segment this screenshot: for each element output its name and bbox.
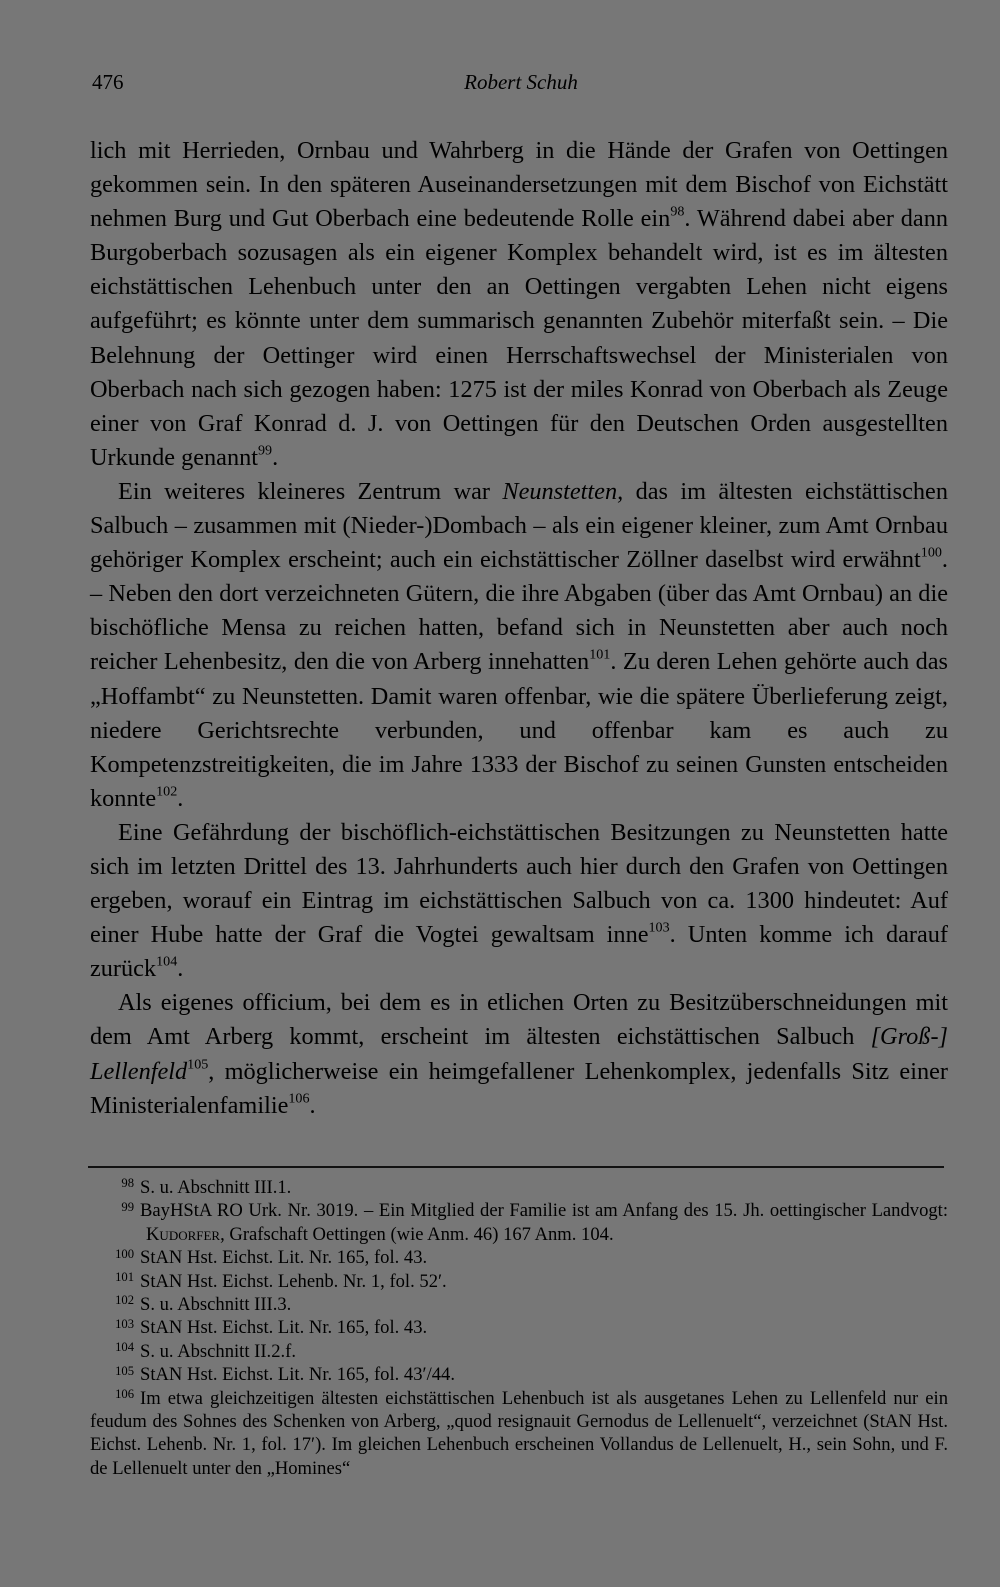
text-run: . Während dabei aber dann Burgoberbach sozusagen als ein eigener Komplex behandelt wird, ist es im ältesten eichstättischen Lehenbuch unter den an Oettingen vergabten Lehen nicht eigens aufgeführt; es könnte unter dem summarisch genannten Zubehör miterfaßt sein. – Die Belehnung der Oettinger wird einen Herrschaftswechsel der Ministerialen von Oberbach nach sich gezogen haben: 1275 ist der miles Konrad von Oberbach als Zeuge einer von Graf Konrad d. J. von Oettingen für den Deutschen Orden ausgestellten Urkunde genannt — [90, 205, 949, 471]
footnote: 105 StAN Hst. Eichst. Lit. Nr. 165, fol. 43′/44. — [115, 1363, 455, 1386]
text-run: S. u. Abschnitt III.1. — [140, 1177, 292, 1198]
paragraph — [90, 816, 948, 986]
text-run: StAN Hst. Eichst. Lit. Nr. 165, fol. 43. — [140, 1317, 428, 1339]
text-run: . — [177, 784, 184, 812]
footnote-reference: 101 — [589, 646, 611, 663]
footnote-reference: 98 — [670, 203, 685, 220]
text-run: das im ältesten eichstättischen Salbuch – zusammen mit (Nieder-)Dombach – als ein eigener kleiner, zum Amt Ornbau gehöriger Komplex erscheint; auch ein eichstättischer Zöllner daselbst wird erwähnt — [90, 477, 948, 574]
text-run: . — [272, 443, 279, 471]
footnote-reference: 104 — [156, 953, 178, 970]
footnote-separator — [88, 1166, 944, 1168]
text-run: S. u. Abschnitt II.2.f. — [140, 1340, 296, 1362]
text-run: , Grafschaft Oettingen (wie Anm. 46) 167 Anm. 104. — [220, 1223, 614, 1245]
text-run: StAN Hst. Eichst. Lit. Nr. 165, fol. 43′/44. — [140, 1364, 455, 1386]
text-run: , möglicherweise ein heimgefallener Lehenkomplex, jedenfalls Sitz einer Ministerialenfamilie — [90, 1057, 948, 1119]
footnote: 100 StAN Hst. Eichst. Lit. Nr. 165, fol. 43. — [115, 1246, 428, 1269]
italic-text: [Groß-] Lellenfeld — [90, 1023, 948, 1085]
footnotes — [90, 1176, 948, 1480]
text-run: Als eigenes officium, bei dem es in etlichen Orten zu Besitzüberschneidungen mit dem Amt Arberg kommt, erscheint im ältesten eichstättischen Salbuch — [90, 989, 948, 1051]
text-run: . — [177, 955, 184, 983]
text-run: Ein weiteres kleineres Zentrum war — [118, 477, 503, 505]
running-head: Robert Schuh — [464, 70, 578, 94]
text-run: lich mit Herrieden, Ornbau und Wahrberg in die Hände der Grafen von Oettingen gekommen sein. In den späteren Auseinandersetzungen mit dem Bischof von Eichstätt nehmen Burg und Gut Oberbach eine bedeutende Rolle ein — [90, 137, 948, 233]
page-number: 476 — [92, 70, 124, 94]
footnote: 101 StAN Hst. Eichst. Lehenb. Nr. 1, fol. 52′. — [115, 1269, 447, 1292]
footnote: 102 S. u. Abschnitt III.3. — [115, 1293, 292, 1316]
footnote: 103 StAN Hst. Eichst. Lit. Nr. 165, fol. 43. — [115, 1316, 428, 1339]
page-header — [92, 70, 950, 106]
footnote-reference: 99 — [258, 442, 273, 459]
text-run: . Zu deren Lehen gehörte auch das „Hoffambt“ zu Neunstetten. Damit waren offenbar, wie die spätere Überlieferung zeigt, niedere Gerichtsrechte verbunden, und offenbar kam es auch zu Kompetenzstreitigkeiten, die im Jahre 1333 der Bischof zu seinen Gunsten entscheiden konnte — [90, 648, 948, 812]
text-run: S. u. Abschnitt III.3. — [140, 1294, 292, 1316]
footnote-reference: 102 — [156, 783, 178, 800]
footnote-reference: 105 — [187, 1055, 209, 1072]
author-name: Kudorfer — [146, 1223, 221, 1245]
text-run: BayHStA RO Urk. Nr. 3019. – Ein Mitglied der Familie ist am Anfang des 15. Jh. oettingischer Landvogt: — [140, 1200, 948, 1222]
footnote-reference: 100 — [920, 544, 942, 561]
body-text — [90, 134, 948, 1123]
text-run: . — [309, 1091, 316, 1119]
footnote: 106 Im etwa gleichzeitigen ältesten eichstättischen Lehenbuch ist als ausgetanes Lehen zu Lellenfeld nur ein feudum des Sohnes des Schenken von Arberg, „quod resignauit Gernodus de Lellenuelt“, verzeichnet (StAN Hst. Eichst. Lehenb. Nr. 1, fol. 17′). Im gleichen Lehenbuch erscheinen Vollandus de Lellenuelt, H., sein Sohn, und F. de Lellenuelt unter den „Homines“ — [90, 1386, 948, 1479]
italic-text: Neunstetten, — [502, 477, 624, 505]
text-run: . Unten komme ich darauf zurück — [90, 921, 948, 983]
paragraph — [90, 475, 948, 816]
footnote: 98 S. u. Abschnitt III.1. — [121, 1176, 292, 1198]
footnote: 99 BayHStA RO Urk. Nr. 3019. – Ein Mitglied der Familie ist am Anfang des 15. Jh. oettingischer Landvogt: Kudorfer, Grafschaft Oettingen (wie Anm. 46) 167 Anm. 104. — [121, 1199, 948, 1245]
paragraph — [90, 986, 948, 1122]
footnote-reference: 103 — [648, 919, 670, 936]
text-run: StAN Hst. Eichst. Lit. Nr. 165, fol. 43. — [140, 1247, 428, 1269]
text-run: Eine Gefährdung der bischöflich-eichstättischen Besitzungen zu Neunstetten hatte sich im letzten Drittel des 13. Jahrhunderts auch hier durch den Grafen von Oettingen ergeben, worauf ein Eintrag im eichstättischen Salbuch von ca. 1300 hindeutet: Auf einer Hube hatte der Graf die Vogtei gewaltsam inne — [90, 818, 948, 949]
text-run: StAN Hst. Eichst. Lehenb. Nr. 1, fol. 52′. — [140, 1270, 447, 1292]
footnote: 104 S. u. Abschnitt II.2.f. — [115, 1340, 296, 1362]
paragraph — [90, 134, 948, 475]
text-run: Im etwa gleichzeitigen ältesten eichstättischen Lehenbuch ist als ausgetanes Lehen zu Lellenfeld nur ein feudum des Sohnes des Schenken von Arberg, „quod resignauit Gernodus de Lellenuelt“, verzeichnet (StAN Hst. Eichst. Lehenb. Nr. 1, fol. 17′). Im gleichen Lehenbuch erscheinen Vollandus de Lellenuelt, H., sein Sohn, und F. de Lellenuelt unter den „Homines“ — [90, 1387, 948, 1479]
text-run: . – Neben den dort verzeichneten Gütern, die ihre Abgaben (über das Amt Ornbau) an die bischöfliche Mensa zu reichen hatten, befand sich in Neunstetten aber auch noch reicher Lehenbesitz, den die von Arberg innehatten — [90, 546, 948, 676]
footnote-reference: 106 — [288, 1090, 310, 1107]
